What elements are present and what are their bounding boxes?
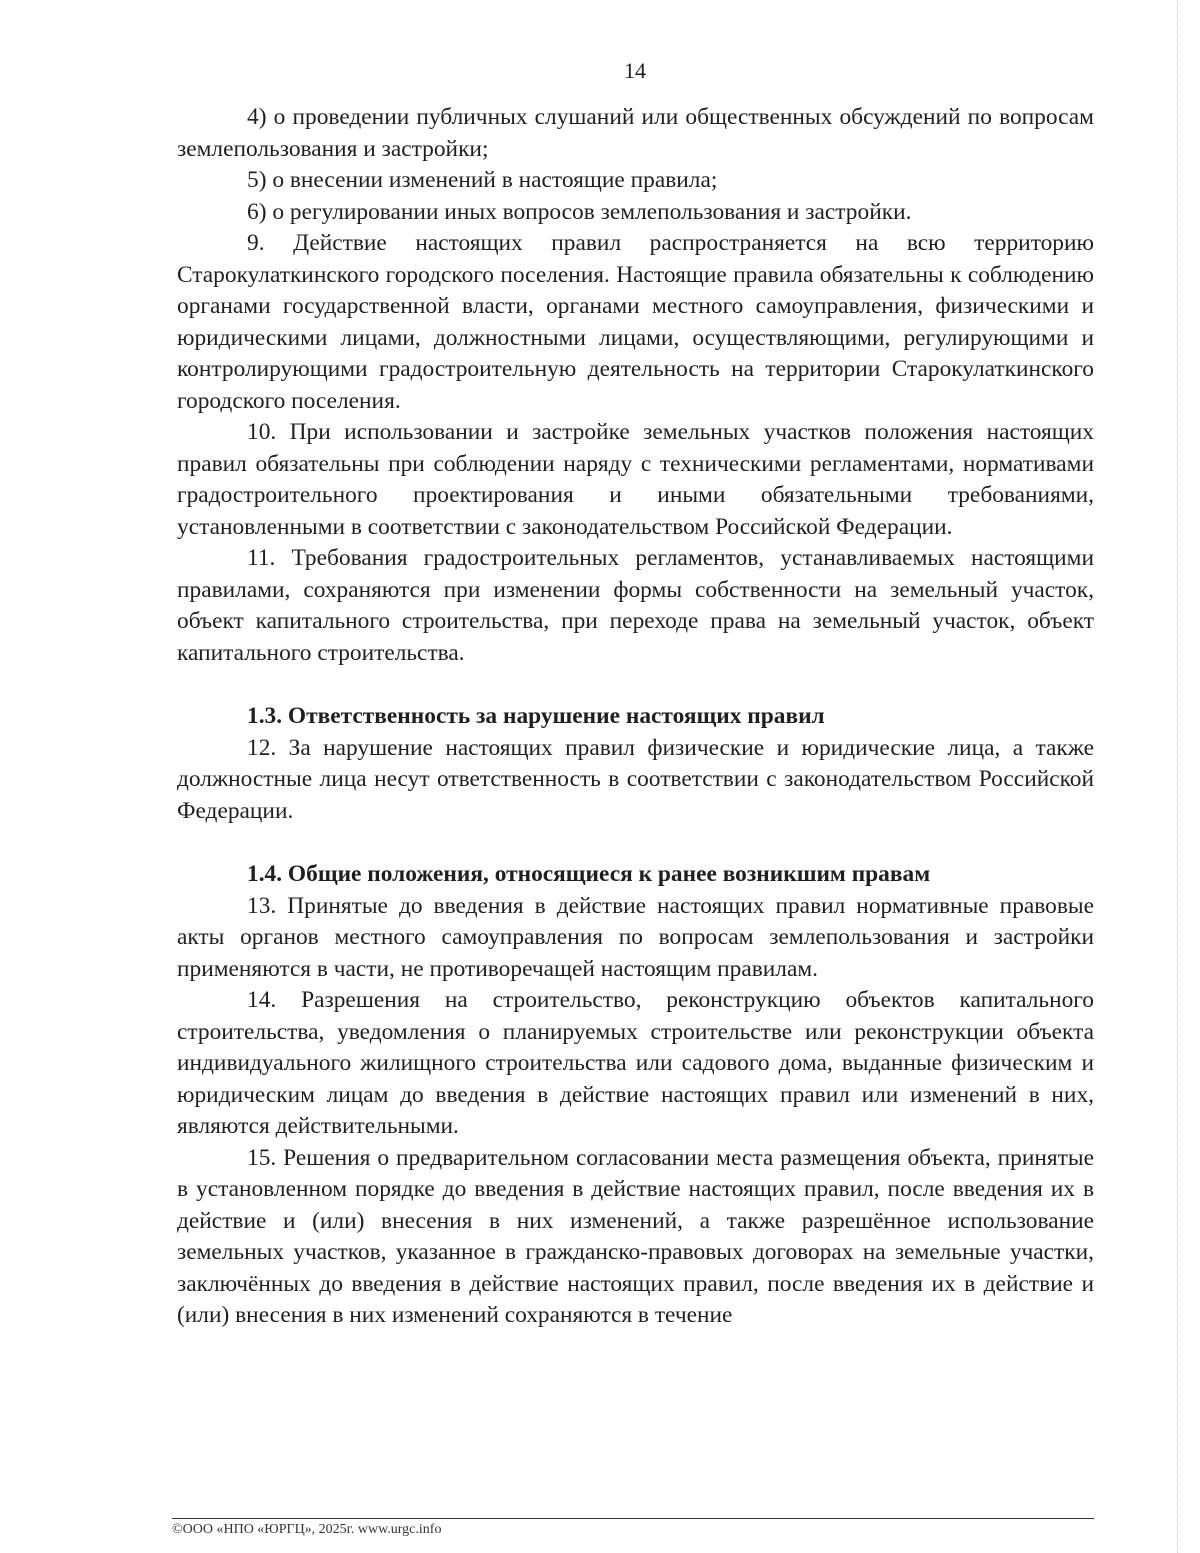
footer-copyright: ©ООО «НПО «ЮРГЦ», 2025г. www.urgc.info	[172, 1522, 442, 1537]
paragraph-clause-13: 13. Принятые до введения в действие настоящих правил нормативные правовые акты органов местного самоуправления по вопросам землепользования и застройки применяются в части, не противоречащей настоящим правилам.	[177, 892, 1094, 982]
paragraph-clause-9: 9. Действие настоящих правил распространяется на всю территорию Старокулаткинского городского поселения. Настоящие правила обязательны к соблюдению органами государственной власти, органами местного самоуправления, физическими и юридическими лицами, должностными лицами, осуществляющими, регулирующими и контролирующими градостроительную деятельность на территории Старокулаткинского городского поселения.	[177, 230, 1094, 414]
section-heading-1-3: 1.3. Ответственность за нарушение настоящих правил	[247, 703, 825, 729]
paragraph-item-6: 6) о регулировании иных вопросов землепользования и застройки.	[247, 198, 912, 225]
paragraph-item-5: 5) о внесении изменений в настоящие правила;	[247, 167, 718, 193]
paragraph-clause-15: 15. Решения о предварительном согласовании места размещения объекта, принятые в установленном порядке до введения в действие настоящих правил, после введения их в действие и (или) внесения в них изменений, а также разрешённое использование земельных участков, указанное в гражданско-правовых договорах на земельные участки, заключённых до введения в действие настоящих правил, после введения их в действие и (или) внесения в них изменений сохраняются в течение	[177, 1144, 1094, 1328]
document-body	[177, 102, 1094, 1332]
section-heading-1-4: 1.4. Общие положения, относящиеся к ранее возникшим правам	[247, 861, 931, 887]
paragraph-clause-10: 10. При использовании и застройке земельных участков положения настоящих правил обязательны при соблюдении наряду с техническими регламентами, нормативами градостроительного проектирования и иными обязательными требованиями, установленными в соответствии с законодательством Российской Федерации.	[177, 419, 1094, 540]
paragraph-clause-12: 12. За нарушение настоящих правил физические и юридические лица, а также должностные лица несут ответственность в соответствии с законодательством Российской Федерации.	[177, 734, 1094, 824]
footer-divider	[172, 1518, 1094, 1519]
paragraph-clause-11: 11. Требования градостроительных регламентов, устанавливаемых настоящими правилами, сохраняются при изменении формы собственности на земельный участок, объект капитального строительства, при переходе права на земельный участок, объект капитального строительства.	[177, 545, 1094, 666]
scan-edge-artifact	[1176, 0, 1178, 1553]
page-number: 14	[624, 58, 646, 83]
paragraph-item-4: 4) о проведении публичных слушаний или общественных обсуждений по вопросам землепользования и застройки;	[177, 104, 1094, 162]
paragraph-clause-14: 14. Разрешения на строительство, реконструкцию объектов капитального строительства, уведомления о планируемых строительстве или реконструкции объекта индивидуального жилищного строительства или садового дома, выданные физическим и юридическим лицам до введения в действие настоящих правил или изменений в них, являются действительными.	[177, 987, 1094, 1139]
